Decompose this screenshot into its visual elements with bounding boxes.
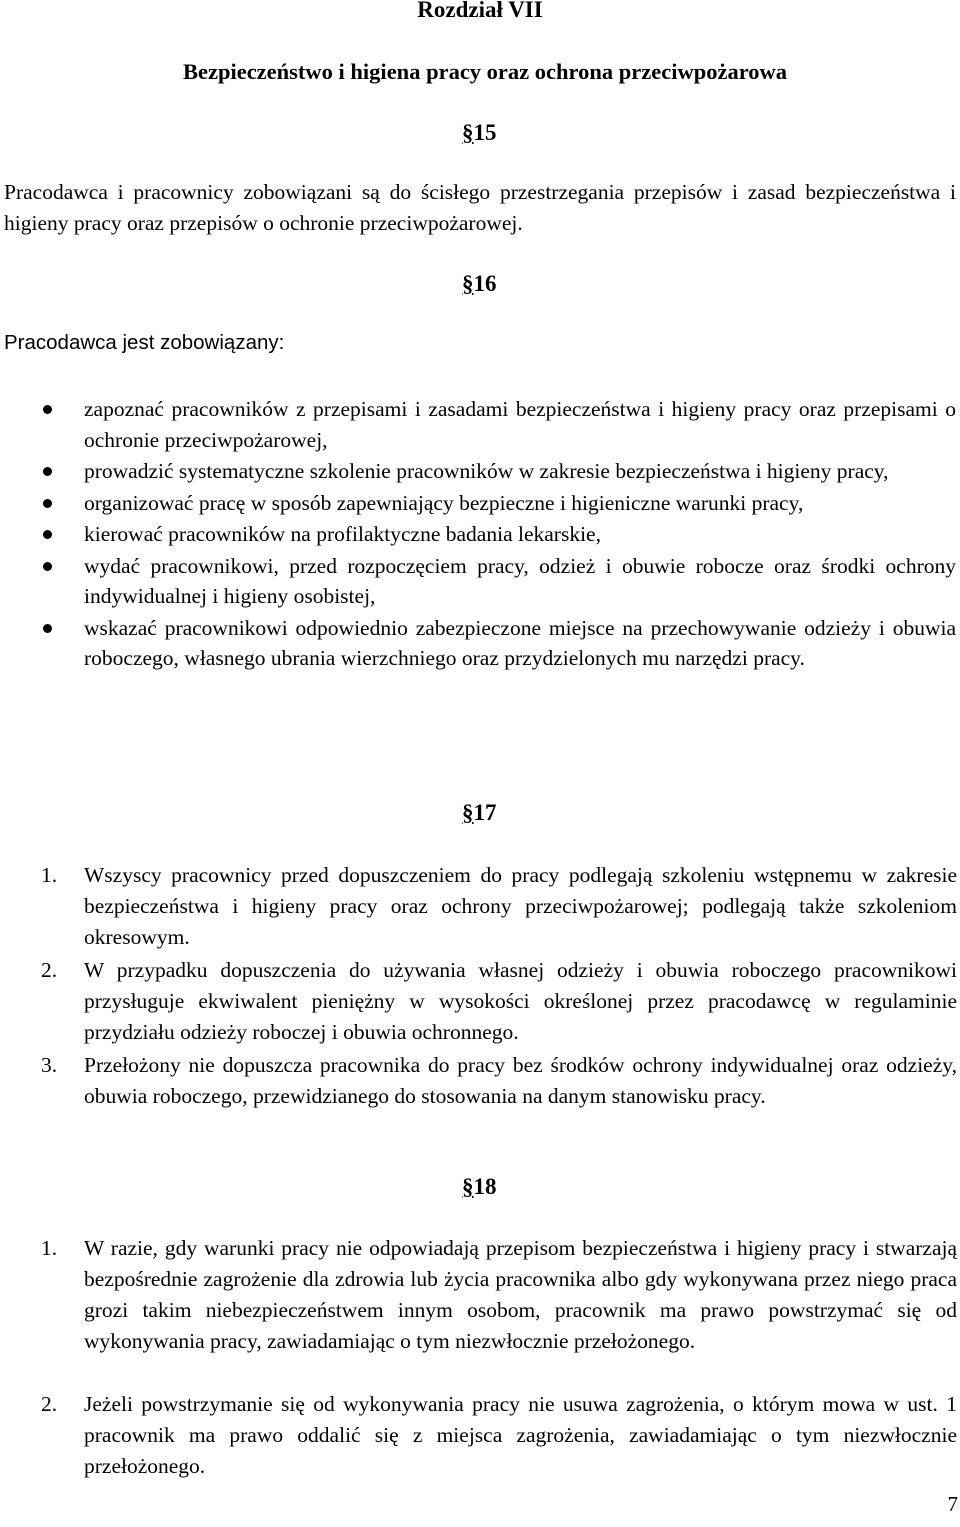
chapter-subtitle: Bezpieczeństwo i higiena pracy oraz ochrona przeciwpożarowa	[182, 59, 788, 84]
bullet-icon	[43, 499, 52, 508]
section-number: 15	[473, 120, 497, 145]
paragraph-sign: §	[462, 1174, 474, 1199]
paragraph-sign: §	[462, 120, 474, 145]
list-item	[0, 456, 956, 487]
list-item	[0, 613, 956, 674]
bullet-icon	[43, 530, 52, 539]
item-number: 2.	[41, 958, 58, 982]
obligations-list	[0, 394, 960, 675]
list-item	[0, 394, 956, 455]
bullet-icon	[43, 624, 52, 633]
section-heading-17	[462, 800, 497, 826]
section-heading-18	[462, 1174, 497, 1200]
paragraph-sign: §	[462, 271, 474, 296]
bullet-icon	[43, 562, 52, 571]
section-number: 18	[473, 1174, 497, 1199]
bullet-icon	[43, 467, 52, 476]
list-item-text: wydać pracownikowi, przed rozpoczęciem pracy, odzież i obuwie robocze oraz środki ochrony indywidualnej i higieny osobistej,	[84, 553, 956, 608]
list-item-text: zapoznać pracowników z przepisami i zasadami bezpieczeństwa i higieny pracy oraz przepisami o ochronie przeciwpożarowej,	[84, 397, 956, 452]
paragraph-sign: §	[462, 800, 474, 825]
chapter-title: Rozdział VII	[417, 0, 543, 22]
section-number: 17	[473, 800, 497, 825]
section-heading-16	[462, 271, 497, 297]
list-item	[0, 488, 956, 519]
list-item-text: organizować pracę w sposób zapewniający bezpieczne i higieniczne warunki pracy,	[84, 490, 804, 515]
item-text: W przypadku dopuszczenia do używania własnej odzieży i obuwia roboczego pracownikowi przysługuje ekwiwalent pieniężny w wysokości określonej przez pracodawcę w regulaminie przydziału odzieży roboczej i obuwia ochronnego.	[84, 958, 957, 1044]
item-number: 2.	[41, 1392, 58, 1416]
item-text: Wszyscy pracownicy przed dopuszczeniem do pracy podlegają szkoleniu wstępnemu w zakresie bezpieczeństwa i higieny pracy oraz ochrony przeciwpożarowej; podlegają także szkoleniom okresowym.	[84, 863, 957, 949]
item-number: 3.	[41, 1053, 58, 1077]
item-text: Przełożony nie dopuszcza pracownika do pracy bez środków ochrony indywidualnej oraz odzieży, obuwia roboczego, przewidzianego do stosowania na danym stanowisku pracy.	[84, 1053, 957, 1108]
list-item-text: kierować pracowników na profilaktyczne badania lekarskie,	[84, 522, 601, 546]
list-item	[0, 551, 956, 612]
item-text: W razie, gdy warunki pracy nie odpowiadają przepisom bezpieczeństwa i higieny pracy i stwarzają bezpośrednie zagrożenie dla zdrowia lub życia pracownika albo gdy wykonywana przez niego praca grozi takim niebezpieczeństwem innym osobom, pracownik ma prawo powstrzymać się od wykonywania pracy, zawiadamiając o tym niezwłocznie przełożonego.	[84, 1236, 957, 1353]
list-item	[0, 519, 956, 550]
section-16-intro: Pracodawca jest zobowiązany:	[4, 331, 285, 354]
bullet-icon	[43, 405, 52, 414]
section-15-text: Pracodawca i pracownicy zobowiązani są do ścisłego przestrzegania przepisów i zasad bezpieczeństwa i higieny pracy oraz przepisów o ochronie przeciwpożarowej.	[4, 180, 956, 235]
list-item-text: prowadzić systematyczne szkolenie pracowników w zakresie bezpieczeństwa i higieny pracy,	[84, 459, 889, 483]
section-heading-15	[462, 120, 497, 146]
list-item-text: wskazać pracownikowi odpowiednio zabezpieczone miejsce na przechowywanie odzieży i obuwia roboczego, własnego ubrania wierzchniego oraz przydzielonych mu narzędzi pracy.	[84, 615, 956, 670]
item-number: 1.	[41, 1236, 58, 1260]
item-text: Jeżeli powstrzymanie się od wykonywania pracy nie usuwa zagrożenia, o którym mowa w ust. 1 pracownik ma prawo oddalić się z miejsca zagrożenia, zawiadamiając o tym niezwłocznie przełożonego.	[84, 1392, 957, 1478]
section-number: 16	[473, 271, 497, 296]
item-number: 1.	[41, 863, 58, 887]
page-number: 7	[947, 1492, 958, 1516]
